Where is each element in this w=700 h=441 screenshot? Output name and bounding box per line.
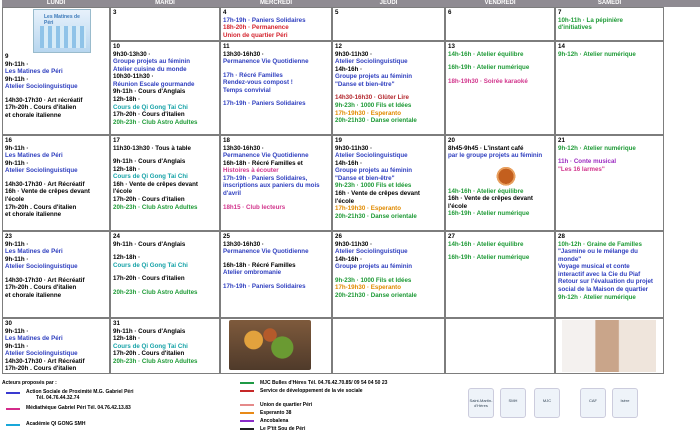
legend-b2: Service de développement de la vie sociale: [260, 388, 363, 394]
header-thursday: JEUDI: [332, 0, 445, 7]
weekday-header: [2, 0, 698, 7]
legend-a1: Action Sociale de Proximité M.G. Gabriel Péri: [26, 389, 134, 395]
legend-b5: Ancobalena: [260, 418, 289, 424]
cell-tue-3: 3: [110, 7, 220, 41]
legend-a1b: Tél. 04.76.44.32.74: [36, 395, 80, 401]
cell-wed-25: 25 13h30-16h30 · Permanence Vie Quotidienne 16h-18h · Récré Familles Atelier ombromanie 17h-19h · Paniers Solidaires: [220, 231, 332, 318]
coffee-image: [494, 162, 518, 188]
header-friday: VENDREDI: [445, 0, 555, 7]
logo-smh: SMH: [500, 388, 526, 418]
legend-title: Acteurs proposés par :: [2, 380, 57, 386]
cell-wed-11: 11 13h30-16h30 · Permanence Vie Quotidienne 17h · Récré Familles Rendez-vous compost ! Temps convivial 17h-19h · Paniers Solidaires: [220, 41, 332, 135]
cell-thu-19: 19 9h30-11h30 · Atelier Sociolinguistique 14h-16h · Groupe projets au féminin "Danse et bien-être" 9h-23h · 1000 Fils et Idées 16h · Vente de crêpes devant l'école 17h-19h30 · Esperanto 20h-21h30 · Danse orientale: [332, 135, 445, 231]
cell-tue-17: 17 11h30-13h30 · Tous à table 9h-11h · Cours d'Anglais 12h-18h · Cours de Qi Gong Tai Chi 16h · Vente de crêpes devant l'école 17h-20h · Cours d'italien 20h-23h · Club Astro Adultes: [110, 135, 220, 231]
logo-city: Saint-Martin-d'Hères: [468, 388, 494, 418]
musician-image: [562, 320, 656, 372]
cell-blank-3: [664, 135, 700, 231]
cell-wed-18: 18 13h30-16h30 · Permanence Vie Quotidienne 16h-18h · Récré Familles et Histoires à écouter 17h-19h · Paniers Solidaires, inscriptions aux paniers du mois d'avril 18h15 · Club lecteurs: [220, 135, 332, 231]
cell-blank-1: [664, 7, 700, 41]
cell-thu-12: 12 9h30-11h30 · Atelier Sociolinguistique 14h-16h · Groupe projets au féminin "Danse et bien-être" 14h30-16h30 · Glûter Lire 9h-23h · 1000 Fils et Idées 17h-19h30 · Esperanto 20h-21h30 · Danse orientale: [332, 41, 445, 135]
cell-thu-26: 26 9h30-11h30 · Atelier Sociolinguistique 14h-16h · Groupe projets au féminin 9h-23h · 1000 Fils et Idées 17h-19h30 · Esperanto 20h-21h30 · Danse orientale: [332, 231, 445, 318]
vegetables-image: [229, 320, 311, 370]
cell-sat-28: 28 10h-12h · Graine de Familles "Jasmine ou le mélange du monde" Voyage musical et conte interactif avec la Cie du Piaf Retour sur l'évaluation du projet social de la Maison de quartier 9h-12h · Atelier numérique: [555, 231, 664, 318]
cell-karaoke-photo: [555, 318, 664, 374]
cell-mon-1: Les Matines de Péri 9 9h-11h · Les Matines de Péri 9h-11h · Atelier Sociolinguistique 14h30-17h30 · Art récréatif 17h-20h . Cours d'italien et chorale italienne: [2, 7, 110, 135]
cell-empty-fri: [445, 318, 555, 374]
cell-empty-thu: [332, 318, 445, 374]
header-spacer: [664, 0, 700, 7]
logo-caf: CAF: [580, 388, 606, 418]
header-tuesday: MARDI: [110, 0, 220, 7]
cell-tue-10: 10 9h30-13h30 · Groupe projets au féminin Atelier cuisine du monde 10h30-11h30 · Réunion Escale gourmande 9h-11h · Cours d'Anglais 12h-18h · Cours de Qi Gong Tai Chi 17h-20h · Cours d'italien 20h-23h · Club Astro Adultes: [110, 41, 220, 135]
cell-mon-23: 23 9h-11h · Les Matines de Péri 9h-11h · Atelier Sociolinguistique 14h30-17h30 · Art Récréatif 17h-20h . Cours d'italien et chorale italienne: [2, 231, 110, 318]
cell-blank-5: [664, 318, 700, 374]
cell-sat-21: 21 9h-12h · Atelier numérique 11h · Conte musical "Les 16 larmes": [555, 135, 664, 231]
cell-fri-13: 13 14h-16h · Atelier équilibre 16h-19h · Atelier numérique 18h-19h30 · Soirée karaoké: [445, 41, 555, 135]
legend-b1: MJC Bulles d'Hères Tél. 04.76.42.70.85/ 09 54 04 50 23: [260, 380, 388, 386]
cell-fri-20: 20 8h45-9h45 · L'instant café par le groupe projets au féminin 14h-16h · Atelier équilibre 16h · Vente de crêpes devant l'école 16h-19h · Atelier numérique: [445, 135, 555, 231]
cell-tue-31: 31 9h-11h · Cours d'Anglais 12h-18h · Cours de Qi Gong Tai Chi 17h-20h . Cours d'italien 20h-23h · Club Astro Adultes: [110, 318, 220, 374]
header-wednesday: MERCREDI: [220, 0, 332, 7]
legend-b4: Esperanto 38: [260, 410, 292, 416]
cell-wed-4: 4 17h-19h · Paniers Solidaires 18h-20h · Permanence Union de quartier Péri: [220, 7, 332, 41]
legend-b3: Union de quartier Péri: [260, 402, 313, 408]
header-saturday: SAMEDI: [555, 0, 664, 7]
cell-fri-6: 6: [445, 7, 555, 41]
cell-mon-16: 16 9h-11h · Les Matines de Péri 9h-11h · Atelier Sociolinguistique 14h30-17h30 · Art Récréatif 16h · Vente de crêpes devant l'école 17h-20h . Cours d'italien et chorale italienne: [2, 135, 110, 231]
cell-food-photo: [220, 318, 332, 374]
cell-blank-4: [664, 231, 700, 318]
logo-isere: Isère: [612, 388, 638, 418]
legend-b6: Le P'tit Sou de Péri: [260, 426, 306, 432]
cell-fri-27: 27 14h-16h · Atelier équilibre 16h-19h · Atelier numérique: [445, 231, 555, 318]
cell-thu-5: 5: [332, 7, 445, 41]
cell-blank-2: [664, 41, 700, 135]
cell-mon-30: 30 9h-11h · Les Matines de Péri 9h-11h · Atelier Sociolinguistique 14h30-17h30 · Art Récréatif 17h-20h . Cours d'italien: [2, 318, 110, 374]
matines-poster: Les Matines de Péri: [33, 9, 91, 53]
cell-sat-14: 14 9h-12h · Atelier numérique: [555, 41, 664, 135]
legend-a3: Académie QI GONG SMH: [26, 421, 86, 427]
date-9: 9: [5, 53, 9, 60]
calendar-grid: [2, 7, 698, 374]
legend-a2: Médiathèque Gabriel Péri Tél. 04.76.42.13.83: [26, 405, 131, 411]
cell-tue-24: 24 9h-11h · Cours d'Anglais 12h-18h · Cours de Qi Gong Tai Chi 17h-20h · Cours d'italien 20h-23h · Club Astro Adultes: [110, 231, 220, 318]
header-monday: LUNDI: [2, 0, 110, 7]
cell-sat-7: 7 10h-11h · La pépinière d'initiatives: [555, 7, 664, 41]
logo-mjc: MJC: [534, 388, 560, 418]
